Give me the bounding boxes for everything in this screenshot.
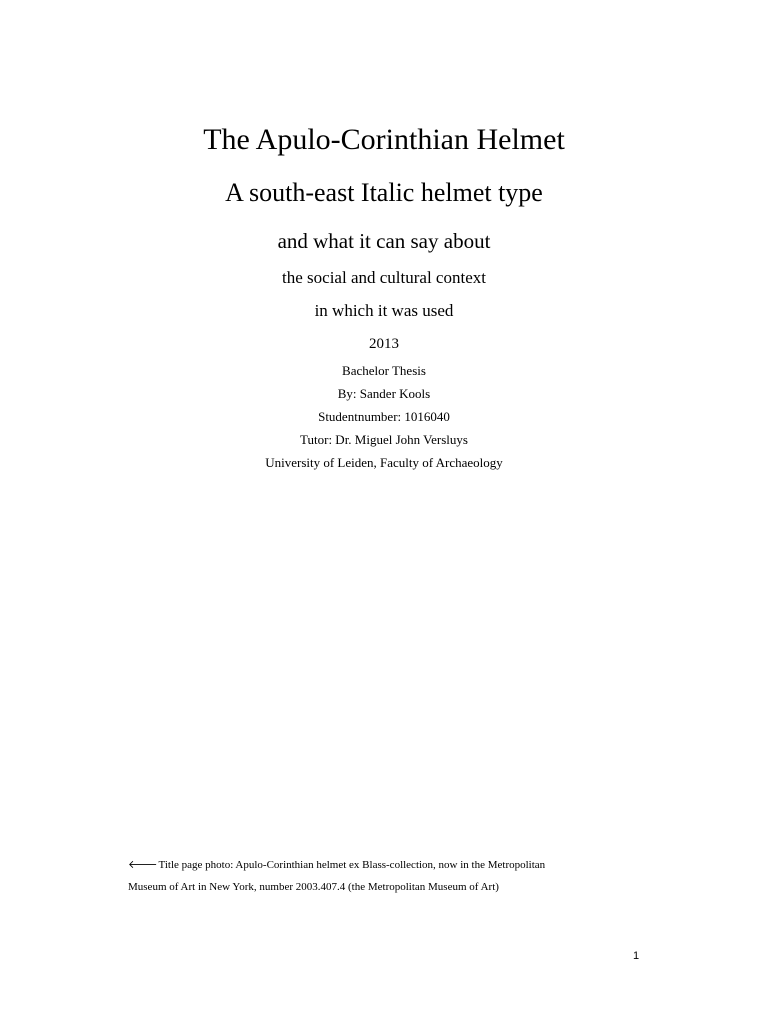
thesis-type: Bachelor Thesis [342, 363, 426, 378]
document-title: The Apulo-Corinthian Helmet [203, 123, 565, 156]
left-arrow-icon: 🡐 [128, 858, 158, 871]
institution: University of Leiden, Faculty of Archaeology [265, 455, 503, 470]
page-number: 1 [632, 950, 640, 962]
photo-caption [128, 854, 628, 898]
caption-line-1-text: Title page photo: Apulo-Corinthian helmet ex Blass-collection, now in the Metropolitan [158, 859, 546, 871]
subtitle-line-4: in which it was used [314, 301, 454, 320]
document-subtitle: A south-east Italic helmet type [225, 178, 543, 207]
author: By: Sander Kools [337, 386, 431, 401]
subtitle-line-3: the social and cultural context [282, 268, 486, 287]
tutor: Tutor: Dr. Miguel John Versluys [300, 432, 468, 447]
year: 2013 [369, 336, 399, 352]
subtitle-line-2: and what it can say about [277, 229, 491, 253]
caption-line-1 [128, 854, 628, 876]
caption-line-2: Museum of Art in New York, number 2003.407.4 (the Metropolitan Museum of Art) [128, 881, 499, 893]
student-number: Studentnumber: 1016040 [318, 409, 450, 424]
